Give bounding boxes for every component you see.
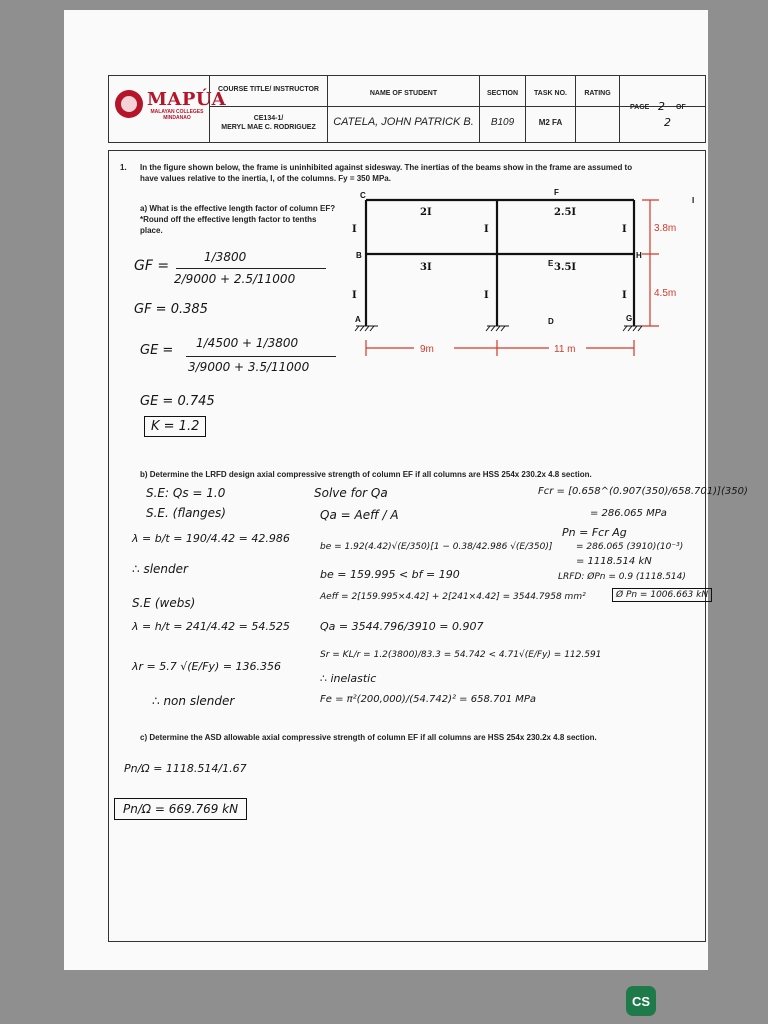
course-title-label: COURSE TITLE/ INSTRUCTOR (210, 76, 328, 106)
part-b-question: b) Determine the LRFD design axial compressive strength of column EF if all columns are HSS 254x 230.2x 4.8 section. (140, 470, 592, 479)
ge-label: GE = (140, 343, 174, 358)
b-mid-9: Fe = π²(200,000)/(54.742)² = 658.701 MPa (320, 694, 537, 705)
beam-label-2-5I: 2.5I (554, 207, 577, 218)
task-label: TASK NO. (526, 76, 576, 106)
rating-value (576, 106, 620, 142)
ge-numerator: 1/4500 + 1/3800 (196, 336, 299, 350)
col-label: I (484, 224, 489, 235)
name-label: NAME OF STUDENT (328, 76, 480, 106)
gf-numerator: 1/3800 (204, 250, 247, 264)
frame-diagram (354, 188, 699, 363)
problem-statement: In the figure shown below, the frame is uninhibited against sidesway. The inertias of the beams show in the frame are assumed to have values relative to the inertia, I, of the columns. Fy = 350 MPa. (140, 163, 633, 183)
student-name: CATELA, JOHN PATRICK B. (328, 106, 480, 142)
b-line-2: S.E. (flanges) (146, 506, 226, 520)
beam-label-3-5I: 3.5I (554, 262, 577, 273)
b-line-4: ∴ slender (132, 562, 188, 576)
col-label: I (352, 224, 357, 235)
dim-11m: 11 m (554, 344, 576, 355)
node-F: F (554, 188, 559, 197)
course-title-value (210, 106, 328, 142)
b-line-5: S.E (webs) (132, 596, 196, 610)
rating-label: RATING (576, 76, 620, 106)
gf-result: GF = 0.385 (134, 302, 208, 317)
b-line-8: ∴ non slender (152, 694, 235, 708)
dimension-lines (366, 200, 659, 356)
node-B: B (356, 251, 362, 260)
c-line-1: Pn/Ω = 1118.514/1.67 (124, 762, 247, 775)
b-mid-5: Aeff = 2[159.995×4.42] + 2[241×4.42] = 3544.7958 mm² (320, 592, 586, 602)
b-mid-6: Qa = 3544.796/3910 = 0.907 (320, 620, 484, 633)
b-right-2: = 286.065 MPa (590, 508, 667, 519)
b-right-3: Pn = Fcr Ag (562, 526, 627, 539)
course-code: CE134-1/ (253, 115, 284, 122)
instructor-name: MERYL MAE C. RODRIGUEZ (221, 124, 316, 131)
problem-number: 1. (120, 163, 127, 172)
page-indicator: PAGE 2 OF 2 (630, 100, 686, 129)
dim-3-8m: 3.8m (654, 223, 677, 234)
node-G: G (626, 314, 633, 323)
ge-result: GE = 0.745 (140, 394, 215, 409)
gf-label: GF = (134, 258, 170, 274)
k-answer: K = 1.2 (144, 416, 206, 437)
b-right-1: Fcr = [0.658^(0.907(350)/658.701)](350) (538, 486, 748, 497)
node-C: C (360, 191, 366, 200)
b-mid-3: be = 1.92(4.42)√(E/350)[1 − 0.38/42.986 √(E/350)] (320, 542, 553, 552)
logo-name: MAPÚA (147, 89, 227, 110)
school-logo (109, 76, 227, 142)
dim-4-5m: 4.5m (654, 288, 677, 299)
b-mid-7: Sr = KL/r = 1.2(3800)/83.3 = 54.742 < 4.71√(E/Fy) = 112.591 (320, 650, 602, 660)
scanned-page (64, 10, 748, 970)
camscanner-badge: CS (626, 986, 656, 1016)
col-label: I (484, 290, 489, 301)
node-H: H (636, 251, 642, 260)
ge-denominator: 3/9000 + 3.5/11000 (188, 360, 310, 374)
b-answer: Ø Pn = 1006.663 kN (612, 588, 712, 602)
beam-label-2I: 2I (420, 207, 432, 218)
col-label: I (622, 224, 627, 235)
beam-label-3I: 3I (420, 262, 432, 273)
c-answer: Pn/Ω = 669.769 kN (114, 798, 247, 820)
b-mid-2: Qa = Aeff / A (320, 508, 399, 522)
seal-icon (115, 90, 143, 118)
section-label: SECTION (480, 76, 526, 106)
node-A: A (355, 315, 361, 324)
b-right-6: LRFD: ØPn = 0.9 (1118.514) (558, 572, 686, 582)
col-label: I (622, 290, 627, 301)
b-line-6: λ = h/t = 241/4.42 = 54.525 (132, 620, 290, 633)
part-c-question: c) Determine the ASD allowable axial compressive strength of column EF if all columns are HSS 254x 230.2x 4.8 section. (140, 733, 597, 742)
gf-denominator: 2/9000 + 2.5/11000 (174, 272, 296, 286)
col-label: I (352, 290, 357, 301)
header-table (108, 75, 706, 143)
task-value: M2 FA (526, 106, 576, 142)
b-line-1: S.E: Qs = 1.0 (146, 486, 226, 500)
b-mid-1: Solve for Qa (314, 486, 388, 500)
dim-9m: 9m (420, 344, 434, 355)
node-D: D (548, 317, 554, 326)
node-E: E (548, 259, 554, 268)
b-line-7: λr = 5.7 √(E/Fy) = 136.356 (132, 660, 282, 673)
b-right-4: = 286.065 (3910)(10⁻³) (576, 542, 684, 552)
node-I: I (692, 196, 695, 205)
section-value: B109 (480, 106, 526, 142)
b-mid-8: ∴ inelastic (320, 672, 377, 685)
b-mid-4: be = 159.995 < bf = 190 (320, 568, 460, 581)
b-right-5: = 1118.514 kN (576, 556, 652, 567)
b-line-3: λ = b/t = 190/4.42 = 42.986 (132, 532, 290, 545)
logo-subtitle: MALAYAN COLLEGES MINDANAO (150, 109, 204, 121)
part-a-question: a) What is the effective length factor of column EF? *Round off the effective length factor to tenths place. (140, 204, 336, 235)
